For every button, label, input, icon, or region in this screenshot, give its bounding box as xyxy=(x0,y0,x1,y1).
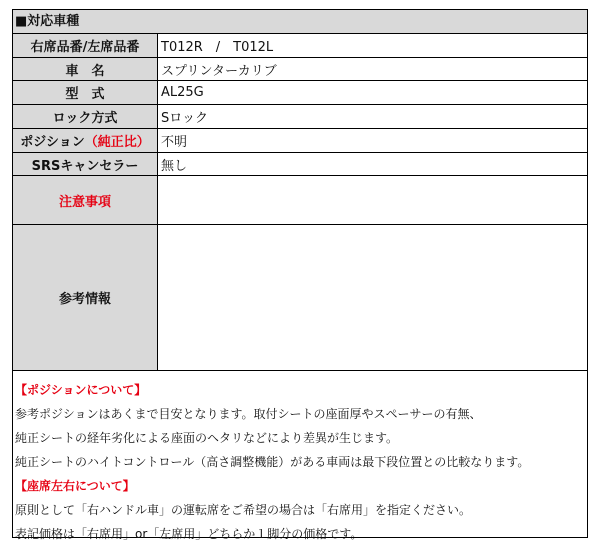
reference-label: 参考情報 xyxy=(13,225,158,370)
position-value: 不明 xyxy=(161,135,188,150)
seat-note-line-2: 表記価格は「右席用」or「左席用」どちらか１脚分の価格です。 xyxy=(15,527,363,541)
row-caution xyxy=(13,176,587,225)
model-value: AL25G xyxy=(161,85,204,100)
position-notes-heading: 【ポジションについて】 xyxy=(15,383,147,397)
row-srs-canceller xyxy=(13,153,587,176)
part-number-label: 右席品番/左席品番 xyxy=(13,34,158,57)
lock-type-value: Sロック xyxy=(161,111,208,126)
seat-note-line-1: 原則として「右ハンドル車」の運転席をご希望の場合は「右席用」を指定ください。 xyxy=(15,503,472,517)
caution-label: 注意事項 xyxy=(13,176,158,224)
row-position xyxy=(13,129,587,153)
section-title: ■対応車種 xyxy=(13,10,587,34)
row-part-number xyxy=(13,34,587,58)
row-reference xyxy=(13,225,587,371)
reference-value xyxy=(161,225,587,370)
part-number-value: T012R / T012L xyxy=(161,40,274,55)
srs-canceller-label: SRSキャンセラー xyxy=(13,153,158,175)
position-label xyxy=(13,129,158,152)
vehicle-name-value: スプリンターカリブ xyxy=(161,63,277,79)
lock-type-label: ロック方式 xyxy=(13,105,158,128)
vehicle-name-label: 車 名 xyxy=(13,58,158,80)
compatibility-sheet xyxy=(12,9,588,541)
row-lock-type xyxy=(13,105,587,129)
position-note-line-3: 純正シートのハイトコントロール（高さ調整機能）がある車両は最下段位置との比較なります。 xyxy=(15,455,530,469)
position-label-note: （純正比） xyxy=(84,135,150,150)
position-label-text: ポジション xyxy=(20,135,85,150)
caution-value xyxy=(161,176,587,224)
srs-canceller-value: 無し xyxy=(161,158,188,174)
model-label: 型 式 xyxy=(13,81,158,104)
row-model xyxy=(13,81,587,105)
position-note-line-2: 純正シートの経年劣化による座面のヘタリなどにより差異が生じます。 xyxy=(15,431,399,445)
position-note-line-1: 参考ポジションはあくまで目安となります。取付シートの座面厚やスペーサーの有無、 xyxy=(15,407,482,421)
notes-section xyxy=(13,378,587,546)
row-vehicle-name xyxy=(13,58,587,81)
seat-notes-heading: 【座席左右について】 xyxy=(15,479,135,493)
